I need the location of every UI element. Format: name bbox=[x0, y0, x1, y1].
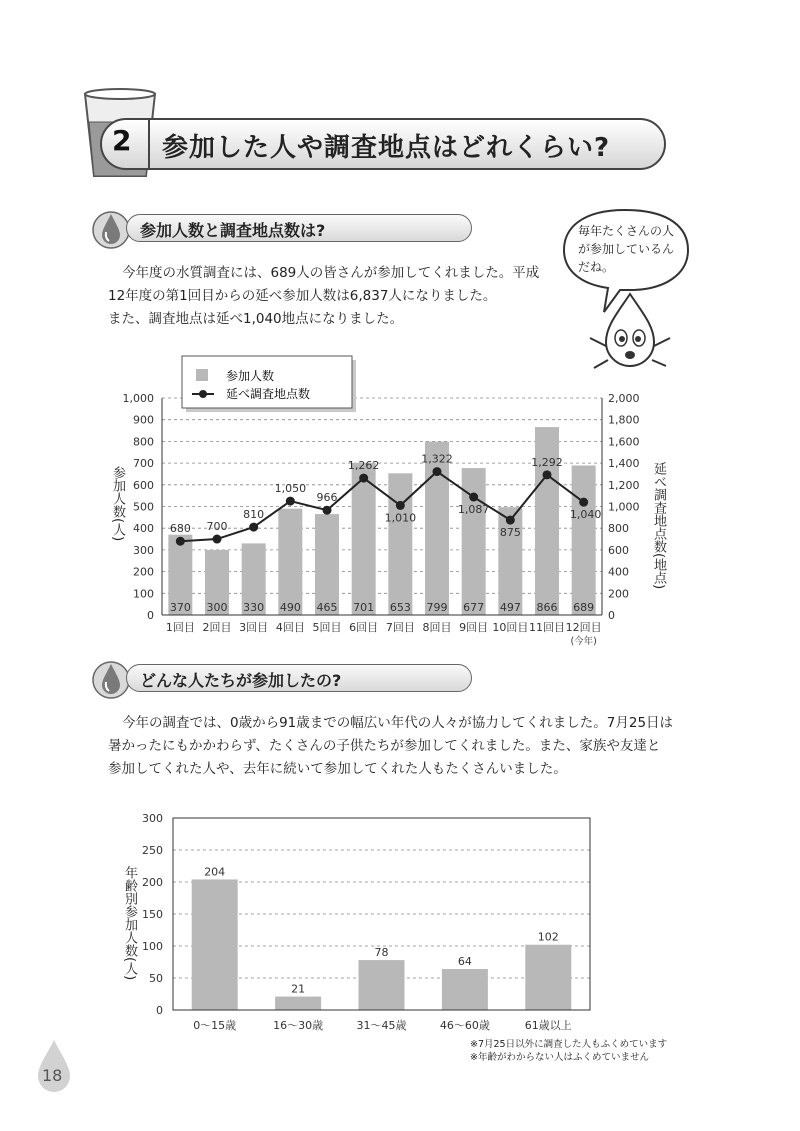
line-point bbox=[176, 537, 185, 546]
bar-value-label: 102 bbox=[537, 930, 559, 944]
section-1-title: 参加人数と調査地点数は? bbox=[140, 221, 326, 240]
line-point bbox=[286, 497, 295, 506]
x-tick-label: 9回目 bbox=[459, 621, 489, 634]
x-tick-label: 46〜60歳 bbox=[439, 1019, 490, 1032]
section-2-title: どんな人たちが参加したの? bbox=[140, 671, 342, 690]
bar-value-label: 300 bbox=[206, 601, 228, 614]
bar-value-label: 465 bbox=[316, 601, 338, 614]
y2-tick-label: 200 bbox=[608, 587, 629, 601]
line-value-label: 1,050 bbox=[274, 482, 307, 496]
bar-value-label: 689 bbox=[573, 601, 595, 614]
y2-tick-label: 400 bbox=[608, 565, 629, 579]
x-tick-label: 3回目 bbox=[239, 621, 269, 634]
line-value-label: 875 bbox=[499, 526, 521, 540]
x-tick-label: 8回目 bbox=[422, 621, 452, 634]
bar bbox=[442, 969, 488, 1010]
bar bbox=[359, 960, 405, 1010]
page-number: 18 bbox=[42, 1066, 63, 1085]
bubble-line: 毎年たくさんの人 bbox=[578, 224, 675, 238]
y-tick-label: 800 bbox=[133, 435, 154, 449]
line-value-label: 680 bbox=[169, 522, 191, 536]
footnotes bbox=[470, 1038, 667, 1064]
line-value-label: 1,292 bbox=[531, 455, 563, 469]
y-tick-label: 500 bbox=[133, 500, 154, 514]
y-tick-label: 100 bbox=[142, 940, 163, 953]
y-tick-label: 600 bbox=[133, 478, 154, 492]
line-value-label: 1,322 bbox=[421, 452, 453, 466]
x-tick-label: 16〜30歳 bbox=[273, 1019, 324, 1032]
bar-value-label: 799 bbox=[426, 601, 448, 614]
line-value-label: 700 bbox=[206, 520, 228, 534]
y-tick-label: 200 bbox=[133, 565, 154, 579]
y-tick-label: 100 bbox=[133, 587, 154, 601]
x-tick-note: (今年) bbox=[570, 636, 597, 647]
legend-bar-swatch bbox=[196, 369, 208, 381]
y2-tick-label: 800 bbox=[608, 522, 629, 536]
line-value-label: 1,010 bbox=[384, 511, 417, 525]
y-tick-label: 0 bbox=[156, 1004, 163, 1017]
x-tick-label: 2回目 bbox=[202, 621, 232, 634]
x-tick-label: 61歳以上 bbox=[524, 1019, 572, 1032]
bar bbox=[572, 465, 596, 615]
y-tick-label: 50 bbox=[149, 972, 163, 985]
x-tick-label: 0〜15歳 bbox=[193, 1019, 237, 1032]
bar bbox=[278, 509, 302, 615]
page-title: 参加した人や調査地点はどれくらい? bbox=[162, 133, 611, 163]
line-value-label: 1,087 bbox=[457, 503, 490, 517]
chart1-y2label: 延べ調査地点数(地点) bbox=[651, 462, 666, 590]
bar-value-label: 653 bbox=[389, 601, 411, 614]
bar-value-label: 330 bbox=[243, 601, 265, 614]
bar-value-label: 21 bbox=[291, 982, 306, 996]
x-tick-label: 12回目 bbox=[565, 621, 602, 634]
bar-value-label: 497 bbox=[499, 601, 521, 614]
y-tick-label: 150 bbox=[142, 908, 163, 921]
bubble-line: が参加しているん bbox=[578, 242, 675, 256]
x-tick-label: 4回目 bbox=[275, 621, 305, 634]
y-tick-label: 400 bbox=[133, 522, 154, 536]
water-drop-icon bbox=[92, 208, 130, 250]
y2-tick-label: 2,000 bbox=[608, 392, 640, 405]
line-point bbox=[323, 506, 332, 515]
bar-value-label: 204 bbox=[204, 865, 226, 879]
bubble-line: だね。 bbox=[578, 260, 615, 274]
y-tick-label: 300 bbox=[142, 812, 163, 825]
bar bbox=[388, 473, 412, 615]
bar-value-label: 78 bbox=[374, 946, 389, 960]
y-tick-label: 200 bbox=[142, 876, 163, 889]
chart1-ylabel: 参加人数(人) bbox=[110, 466, 125, 542]
x-tick-label: 1回目 bbox=[165, 621, 195, 634]
y2-tick-label: 1,200 bbox=[608, 478, 640, 492]
x-tick-label: 7回目 bbox=[385, 621, 415, 634]
paragraph-line: 暑かったにもかかわらず、たくさんの子供たちが参加してくれました。また、家族や友達と bbox=[108, 738, 661, 754]
header-number: 2 bbox=[112, 124, 132, 157]
bar-value-label: 490 bbox=[279, 601, 301, 614]
y-tick-label: 1,000 bbox=[122, 392, 154, 405]
y-tick-label: 900 bbox=[133, 413, 154, 427]
bar bbox=[525, 945, 571, 1010]
y-tick-label: 700 bbox=[133, 457, 154, 471]
line-value-label: 966 bbox=[316, 491, 338, 505]
y-tick-label: 250 bbox=[142, 844, 163, 857]
bar bbox=[192, 879, 238, 1010]
bar bbox=[315, 514, 339, 615]
y-tick-label: 0 bbox=[147, 609, 154, 622]
footnote: ※年齢がわからない人はふくめていません bbox=[470, 1052, 649, 1063]
paragraph-line: また、調査地点は延べ1,040地点になりました。 bbox=[108, 311, 404, 327]
legend-label-line: 延べ調査地点数 bbox=[226, 387, 311, 401]
water-drop-icon bbox=[92, 658, 130, 700]
bar-value-label: 370 bbox=[169, 601, 191, 614]
line-point bbox=[469, 493, 478, 502]
y2-tick-label: 1,400 bbox=[608, 457, 640, 471]
bar-value-label: 677 bbox=[463, 601, 485, 614]
chart2-ylabel: 年齢別参加人数(人) bbox=[122, 866, 137, 981]
y2-tick-label: 1,000 bbox=[608, 500, 640, 514]
line-value-label: 810 bbox=[243, 508, 265, 522]
y2-tick-label: 1,800 bbox=[608, 413, 640, 427]
y2-tick-label: 600 bbox=[608, 543, 629, 557]
line-point bbox=[433, 467, 442, 476]
x-tick-label: 5回目 bbox=[312, 621, 342, 634]
line-value-label: 1,262 bbox=[347, 459, 380, 473]
x-tick-label: 11回目 bbox=[529, 621, 565, 634]
header-divider bbox=[148, 118, 150, 170]
bar-value-label: 64 bbox=[457, 955, 472, 969]
y2-tick-label: 1,600 bbox=[608, 435, 640, 449]
bar-value-label: 866 bbox=[536, 601, 558, 614]
legend-line-marker bbox=[199, 390, 207, 398]
section-2-paragraph bbox=[108, 712, 708, 781]
x-tick-label: 6回目 bbox=[349, 621, 379, 634]
footnote: ※7月25日以外に調査した人もふくめています bbox=[470, 1039, 668, 1050]
paragraph-line: 今年度の水質調査には、689人の皆さんが参加してくれました。平成 bbox=[122, 265, 540, 281]
line-point bbox=[359, 474, 368, 483]
y-tick-label: 300 bbox=[133, 543, 154, 557]
line-value-label: 1,040 bbox=[569, 508, 602, 522]
bar bbox=[275, 997, 321, 1010]
paragraph-line: 12年度の第1回目からの延べ参加人数は6,837人になりました。 bbox=[108, 288, 497, 304]
line-point bbox=[506, 516, 515, 525]
line-point bbox=[579, 498, 588, 507]
line-point bbox=[213, 535, 222, 544]
bar-value-label: 701 bbox=[353, 601, 375, 614]
legend-label-bars: 参加人数 bbox=[226, 369, 275, 383]
line-point bbox=[249, 523, 258, 532]
paragraph-line: 今年の調査では、0歳から91歳までの幅広い年代の人々が協力してくれました。7月25日は bbox=[122, 715, 674, 731]
y2-tick-label: 0 bbox=[608, 609, 615, 622]
section-1-paragraph bbox=[108, 262, 568, 331]
x-tick-label: 10回目 bbox=[492, 621, 529, 634]
paragraph-line: 参加してくれた人や、去年に続いて参加してくれた人もたくさんいました。 bbox=[108, 761, 567, 777]
bubble-text bbox=[578, 222, 674, 276]
line-point bbox=[396, 501, 405, 510]
x-tick-label: 31〜45歳 bbox=[356, 1019, 407, 1032]
line-point bbox=[543, 470, 552, 479]
